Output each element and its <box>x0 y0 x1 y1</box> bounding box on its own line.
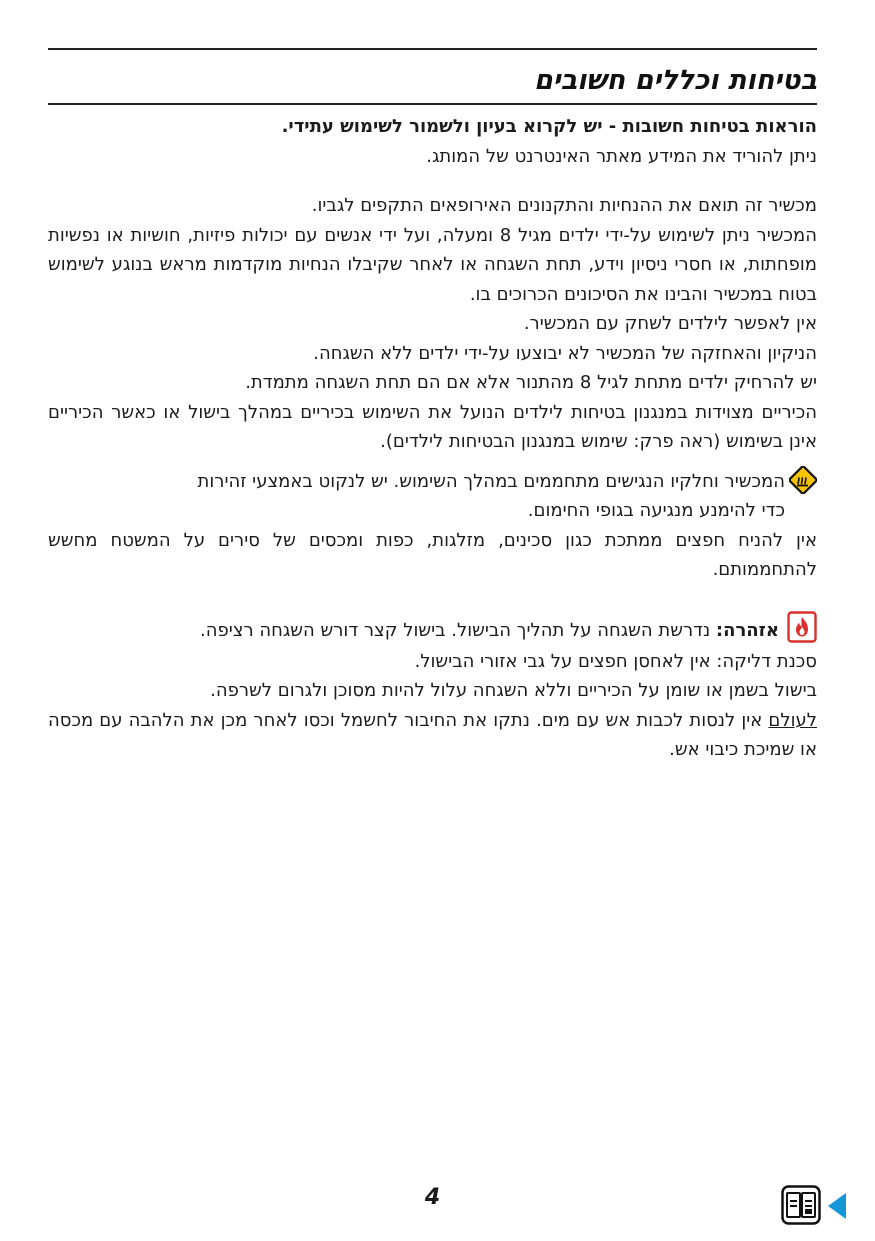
warning-text: נדרשת השגחה על תהליך הבישול. בישול קצר דורש השגחה רציפה. <box>200 619 716 641</box>
paragraph-cleaning: הניקיון והאחזקה של המכשיר לא יבוצעו על-ידי ילדים ללא השגחה. <box>313 342 817 364</box>
page-title: בטיחות וכללים חשובים <box>533 65 817 96</box>
book-icon[interactable] <box>781 1185 821 1225</box>
safety-content <box>48 112 817 765</box>
fire-icon <box>787 611 817 643</box>
paragraph-compliance: מכשיר זה תואם את ההנחיות והתקנונים האירופאים התקפים לגביו. <box>311 195 817 216</box>
hot-notice-line-2: כדי להימנע מנגיעה בגופי החימום. <box>527 500 785 521</box>
warning-line <box>48 615 817 647</box>
top-rule <box>48 48 817 50</box>
hot-notice-text: המכשיר וחלקיו הנגישים מתחממים במהלך השימוש. יש לנקוט באמצעי זהירות <box>197 470 785 492</box>
document-page <box>48 0 817 1241</box>
paragraph-metal-objects: אין להניח חפצים ממתכת כגון סכינים, מזלגות, כפות ומכסים של סירים על המשטח מחשש להתחממותם. <box>48 529 817 580</box>
paragraph-keep-away: יש להרחיק ילדים מתחת לגיל 8 מהתנור אלא אם הם תחת השגחה מתמדת. <box>245 372 817 393</box>
page-number: 4 <box>424 1185 441 1210</box>
paragraph-child-lock: הכיריים מצוידות במנגנון בטיחות לילדים הנועל את השימוש בכיריים במהלך בישול או כאשר הכיריים אינן בשימוש (ראה פרק: שימוש במנגנון הבטיחות לילדים). <box>48 401 817 452</box>
never-word: לעולם <box>768 709 817 731</box>
oil-warning-line: בישול בשמן או שומן על הכיריים וללא השגחה עלול להיות מסוכן ולגרום לשרפה. <box>210 680 817 701</box>
paragraph-usage: המכשיר ניתן לשימוש על-ידי ילדים מגיל 8 ומעלה, ועל ידי אנשים עם יכולות פיזיות, חושיות או נפשיות מופחתות, או חסרי ניסיון וידע, תחת השגחה או לאחר שקיבלו הנחיות מוקדמות מראש בנוגע לשימוש בטוח במכשיר והבינו את הסיכונים הכרוכים בו. <box>48 224 818 305</box>
fire-hazard-line: סכנת דליקה: אין לאחסן חפצים על גבי אזורי הבישול. <box>414 650 817 672</box>
never-water-line <box>48 706 817 765</box>
never-water-text: אין לנסות לכבות אש עם מים. נתקו את החיבור לחשמל וכסו לאחר מכן את הלהבה עם מכסה או שמיכת כיבוי אש. <box>48 709 817 760</box>
title-rule <box>48 103 817 105</box>
hot-notice-line <box>48 467 817 497</box>
hot-surface-icon <box>789 466 817 494</box>
intro-download-line: ניתן להוריד את המידע מאתר האינטרנט של המותג. <box>426 145 817 167</box>
paragraph-no-play: אין לאפשר לילדים לשחק עם המכשיר. <box>523 313 817 334</box>
arrow-left-icon[interactable] <box>828 1193 846 1219</box>
warning-label: אזהרה: <box>715 619 779 641</box>
intro-bold-line: הוראות בטיחות חשובות - יש לקרוא בעיון ולשמור לשימוש עתידי. <box>281 116 817 137</box>
